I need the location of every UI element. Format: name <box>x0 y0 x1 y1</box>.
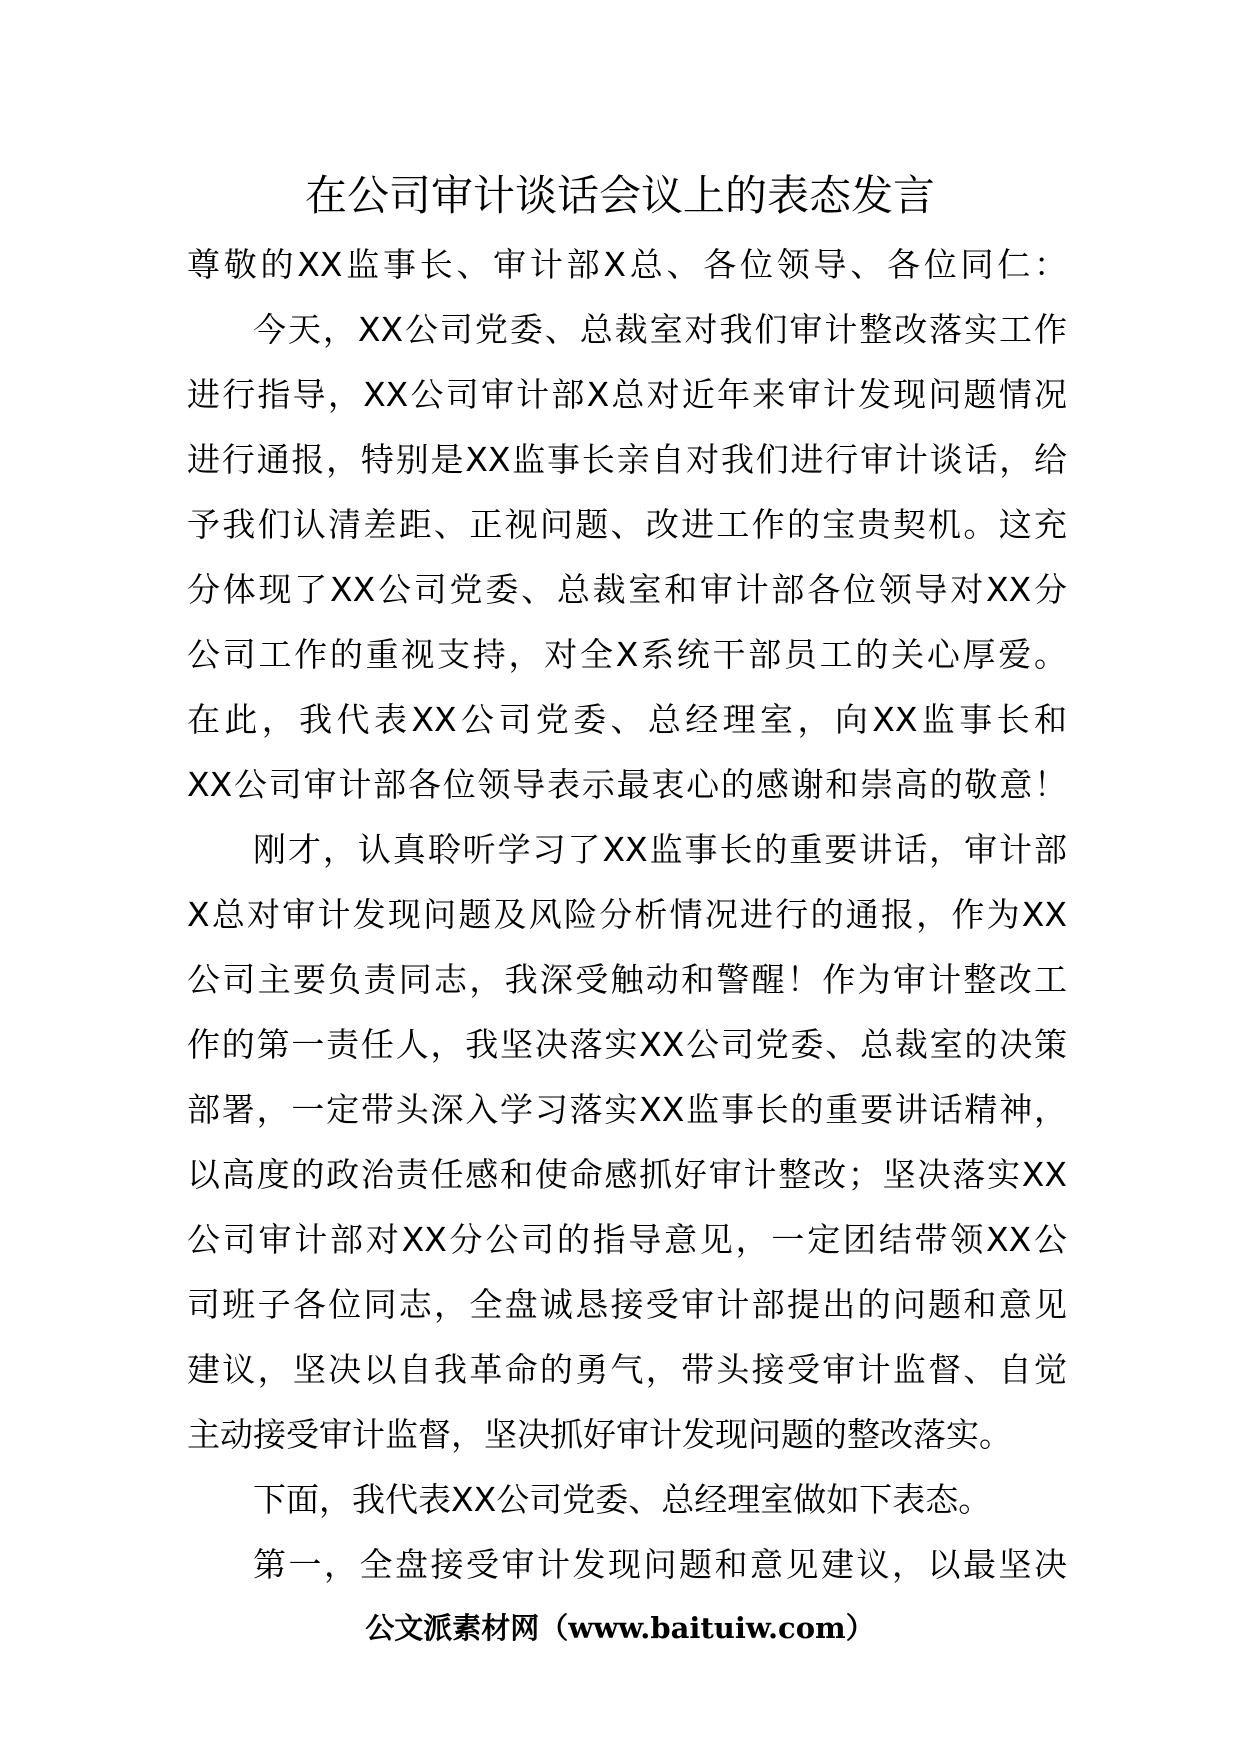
paragraph-line: 予我们认清差距、正视问题、改进工作的宝贵契机。这充 <box>187 505 1067 544</box>
salutation-line: 尊敬的XX监事长、审计部X总、各位领导、各位同仁： <box>187 245 1067 284</box>
paragraph-line: 在此，我代表XX公司党委、总经理室，向XX监事长和 <box>187 700 1067 739</box>
paragraph-line: XX公司审计部各位领导表示最衷心的感谢和崇高的敬意！ <box>187 765 1067 804</box>
paragraph-line: 分体现了XX公司党委、总裁室和审计部各位领导对XX分 <box>187 570 1067 609</box>
paragraph-line: 第一，全盘接受审计发现问题和意见建议，以最坚决 <box>253 1545 1067 1584</box>
paragraph-line: 公司工作的重视支持，对全X系统干部员工的关心厚爱。 <box>187 635 1067 674</box>
paragraph-line: 今天，XX公司党委、总裁室对我们审计整改落实工作 <box>253 310 1067 349</box>
paragraph-line: 建议，坚决以自我革命的勇气，带头接受审计监督、自觉 <box>187 1350 1067 1389</box>
paragraph-line: 以高度的政治责任感和使命感抓好审计整改；坚决落实XX <box>187 1155 1067 1194</box>
paragraph-line: 刚才，认真聆听学习了XX监事长的重要讲话，审计部 <box>253 830 1067 869</box>
paragraph-line: X总对审计发现问题及风险分析情况进行的通报，作为XX <box>187 895 1067 934</box>
document-body <box>187 232 1067 1597</box>
footer-watermark: 公文派素材网（www.baituiw.com） <box>365 1611 875 1645</box>
paragraph-line: 主动接受审计监督，坚决抓好审计发现问题的整改落实。 <box>187 1415 1012 1454</box>
paragraph-line: 公司主要负责同志，我深受触动和警醒！作为审计整改工 <box>187 960 1067 999</box>
paragraph-line: 公司审计部对XX分公司的指导意见，一定团结带领XX公 <box>187 1220 1067 1259</box>
paragraph-line: 下面，我代表XX公司党委、总经理室做如下表态。 <box>253 1480 992 1519</box>
paragraph-line: 部署，一定带头深入学习落实XX监事长的重要讲话精神， <box>187 1090 1067 1129</box>
paragraph-line: 进行通报，特别是XX监事长亲自对我们进行审计谈话，给 <box>187 440 1067 479</box>
paragraph-line: 进行指导，XX公司审计部X总对近年来审计发现问题情况 <box>187 375 1067 414</box>
document-title: 在公司审计谈话会议上的表态发言 <box>304 171 935 220</box>
paragraph-line: 作的第一责任人，我坚决落实XX公司党委、总裁室的决策 <box>187 1025 1067 1064</box>
paragraph-line: 司班子各位同志，全盘诚恳接受审计部提出的问题和意见 <box>187 1285 1067 1324</box>
